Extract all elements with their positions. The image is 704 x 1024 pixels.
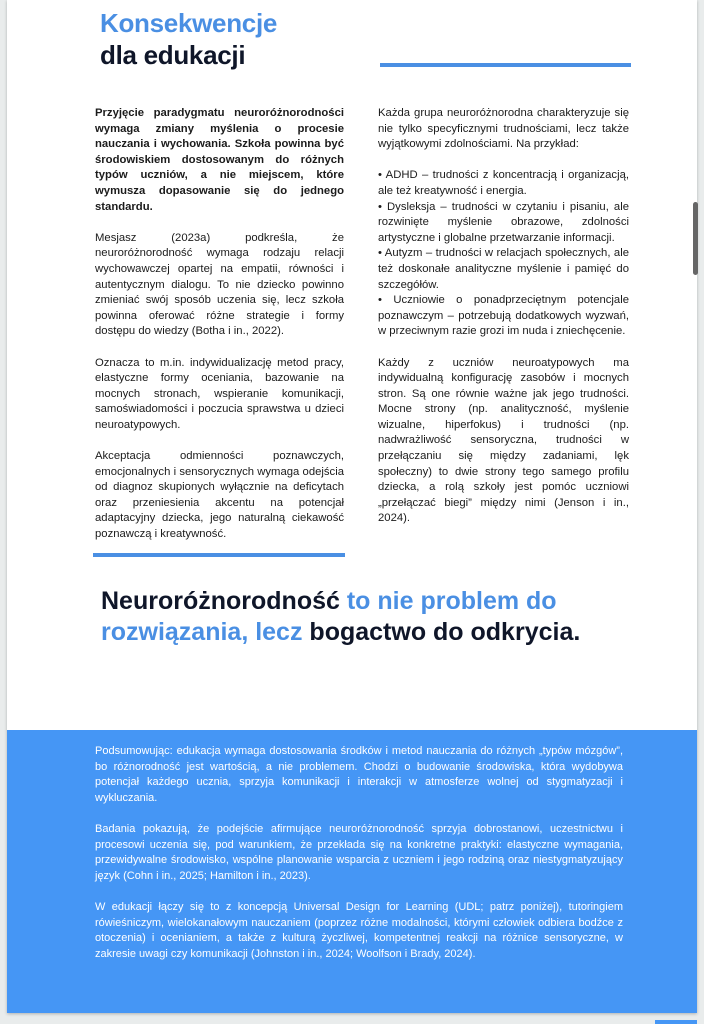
list-item: • Uczniowie o ponadprzeciętnym potencjale poznawczym – potrzebują dodatkowych wyzwań, w przeciwnym razie grozi im nuda i zniechęcenie. xyxy=(378,294,629,338)
paragraph: Każda grupa neuroróżnorodna charakteryzuje się nie tylko specyficznymi trudnościami, lecz także wyjątkowymi zdolnościami. Na przykład: xyxy=(378,107,629,151)
scrollbar-thumb[interactable] xyxy=(693,202,698,275)
quote-part: bogactwo do odkrycia. xyxy=(309,618,581,646)
summary-section xyxy=(7,730,697,1013)
title-line-1: Konsekwencje xyxy=(100,8,278,38)
summary-paragraph: Podsumowując: edukacja wymaga dostosowania środków i metod nauczania do różnych „typów mózgów”, bo różnorodność jest wartością, a nie problemem. Chodzi o budowanie środowiska, która wydobywa potencjał każdego ucznia, sprzyja komunikacji i interakcji w atmosferze wolnej od stygmatyzacji i wykluczania. xyxy=(95,745,623,804)
paragraph: Oznacza to m.in. indywidualizację metod pracy, elastyczne formy oceniania, bazowanie na mocnych stronach, wspieranie komunikacji, samoświadomości i poczucia sprawstwa u dzieci neuroatypowych. xyxy=(95,356,344,431)
quote-highlight: to nie problem do rozwiązania, lecz xyxy=(101,587,557,646)
next-page-edge xyxy=(655,1020,697,1024)
summary-paragraph: Badania pokazują, że podejście afirmujące neuroróżnorodność sprzyja dobrostanowi, uczestnictwu i procesowi uczenia się, pod warunkiem, że przekłada się na konkretne praktyki: elastyczne wymagania, przewidywalne środowisko, wspólne planowanie wsparcia z uczniem i jego rodziną oraz niestygmatyzujący język (Cohn i in., 2025; Hamilton i in., 2023). xyxy=(95,822,623,882)
quote-part: Neuroróżnorodność xyxy=(101,587,347,615)
quote-divider xyxy=(93,553,345,557)
title-line-2: dla edukacji xyxy=(100,40,246,70)
right-column xyxy=(378,106,629,543)
intro-paragraph: Przyjęcie paradygmatu neuroróżnorodności wymaga zmiany myślenia o procesie nauczania i wychowania. Szkoła powinna być środowiskiem dostosowanym do różnych typów uczniów, a nie miejscem, które wymusza dopasowanie się do jednego standardu. xyxy=(95,107,344,213)
paragraph: Każdy z uczniów neuroatypowych ma indywidualną konfigurację zasobów i mocnych stron. Są one równie ważne jak jego trudności. Mocne strony (np. analityczność, myślenie wizualne, hiperfokus) i trudności (np. nadwrażliwość sensoryczna, trudności w przełączaniu się między zadaniami, lęk społeczny) to dwie strony tego samego profilu dziecka, a rolą szkoły jest pomóc uczniowi „przełączać biegi” między nimi (Jenson i in., 2024). xyxy=(378,356,629,525)
summary-paragraph: W edukacji łączy się to z koncepcją Universal Design for Learning (UDL; patrz poniżej), tutoringiem rówieśniczym, wielokanałowym nauczaniem (poprzez różne modalności, którymi człowiek odbiera bodźce z otoczenia) i ocenianiem, a także z kulturą życzliwej, kompetentnej reakcji na różnice sensoryczne, w zakresie uwagi czy komunikacji (Johnston i in., 2024; Woolfson i Brady, 2024). xyxy=(95,900,623,960)
list-item: • ADHD – trudności z koncentracją i organizacją, ale też kreatywność i energia. xyxy=(378,169,629,197)
pull-quote xyxy=(101,586,621,648)
list-item: • Dysleksja – trudności w czytaniu i pisaniu, ale rozwinięte myślenie obrazowe, zdolności artystyczne i globalne przetwarzanie informacji. xyxy=(378,200,629,244)
paragraph: Akceptacja odmienności poznawczych, emocjonalnych i sensorycznych wymaga odejścia od diagnoz skupionych wyłącznie na deficytach oraz przeniesienia akcentu na potencjał adaptacyjny dziecka, jego naturalną ciekawość poznawczą i kreatywność. xyxy=(95,450,344,541)
title-divider xyxy=(380,63,631,67)
list-item: • Autyzm – trudności w relacjach społecznych, ale też doskonałe analityczne myślenie i pamięć do szczegółów. xyxy=(378,247,629,291)
examples-list xyxy=(378,168,629,340)
paragraph: Mesjasz (2023a) podkreśla, że neuroróżnorodność wymaga rodzaju relacji wychowawczej opartej na empatii, równości i autentycznym dialogu. To nie dziecko powinno zmieniać swój sposób uczenia się, lecz szkoła powinna oferować różne strategie i formy dostępu do wiedzy (Botha i in., 2022). xyxy=(95,231,344,338)
left-column xyxy=(95,106,344,558)
